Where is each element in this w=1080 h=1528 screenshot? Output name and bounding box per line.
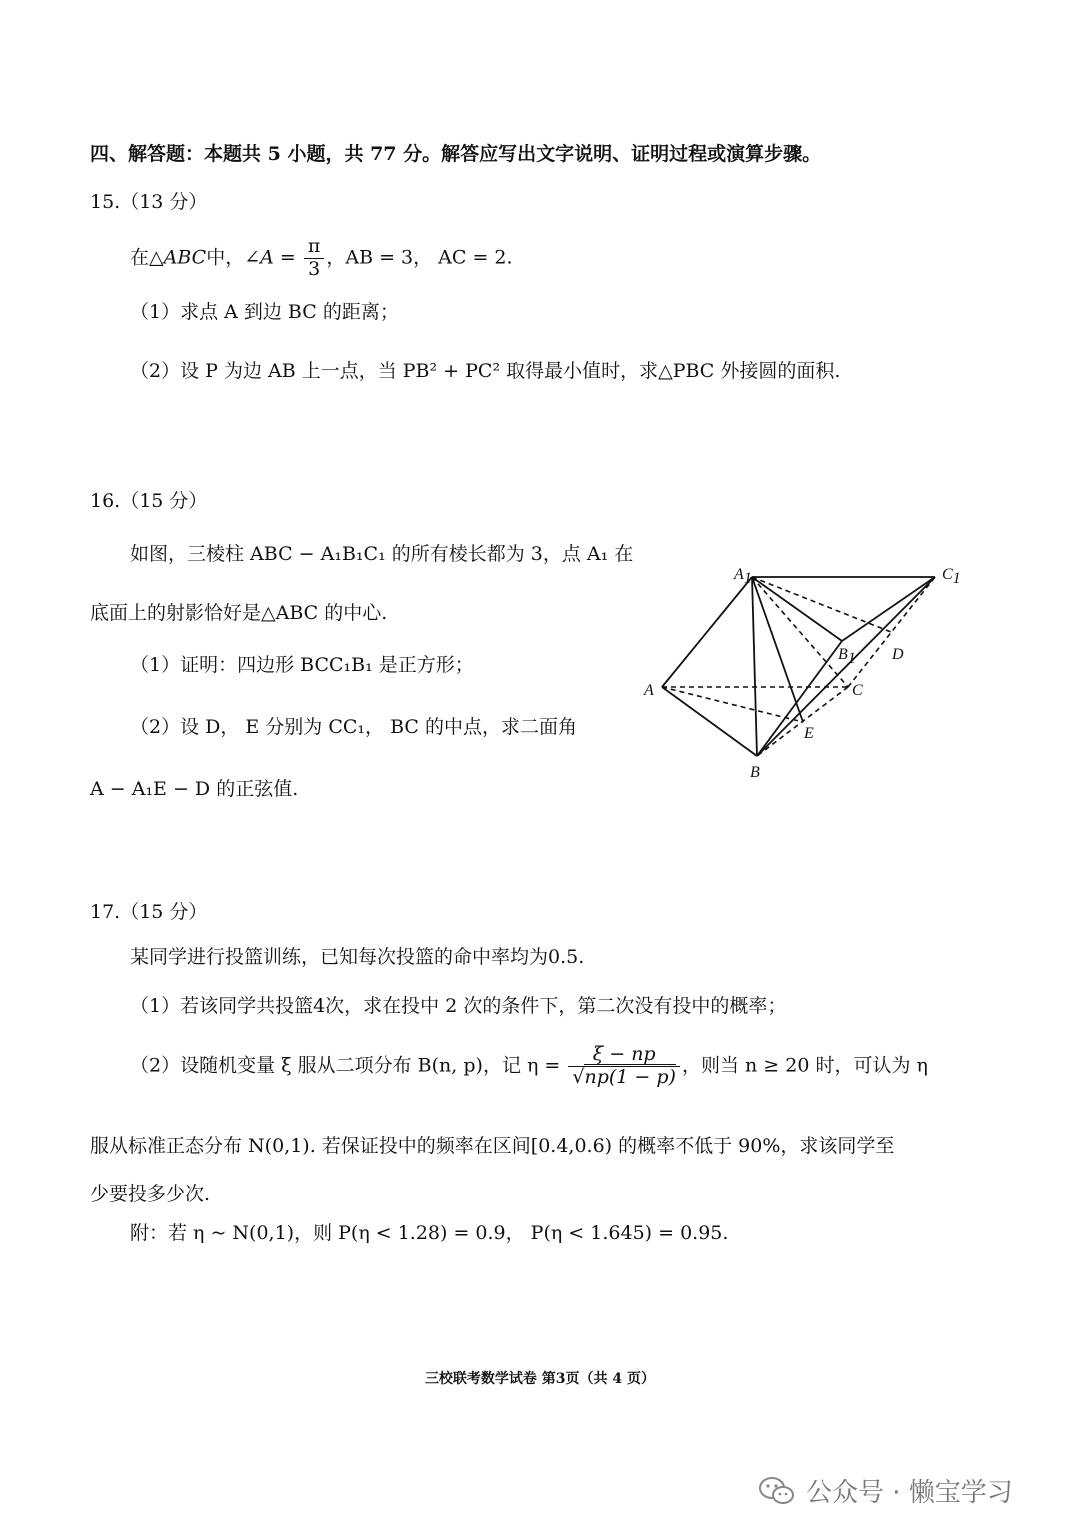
- prism-figure: [630, 555, 980, 795]
- wechat-icon: [758, 1476, 796, 1506]
- edge-A1B: [752, 577, 757, 756]
- q17-part2-prefix: （2）设随机变量 ξ 服从二项分布 B(n, p)，记 η =: [130, 1054, 567, 1077]
- edge-A1E: [752, 577, 803, 722]
- q15-angle-var: A: [260, 246, 274, 269]
- q17-frac-den: √np(1 − p): [572, 1065, 676, 1088]
- edge-AE-hidden: [662, 687, 803, 722]
- q15-part1: （1）求点 A 到边 BC 的距离；: [130, 301, 399, 323]
- label-A1: A1: [734, 566, 752, 587]
- page-footer: 三校联考数学试卷 第3页（共 4 页）: [424, 1371, 656, 1387]
- label-E: E: [804, 725, 814, 742]
- watermark: [758, 1472, 1013, 1509]
- watermark-text: 公众号 · 懒宝学习: [806, 1478, 1013, 1508]
- q16-part2: （2）设 D， E 分别为 CC₁， BC 的中点，求二面角: [130, 716, 577, 738]
- q15-number: 15.（13 分）: [90, 191, 208, 213]
- edge-CB-hidden: [757, 687, 848, 756]
- q17-line4: 少要投多少次.: [90, 1183, 211, 1205]
- q17-fraction: [568, 1044, 680, 1089]
- edge-CC1-hidden: [848, 577, 935, 687]
- q15-stem-prefix: 在△: [130, 246, 164, 269]
- q17-note: 附：若 η ~ N(0,1)，则 P(η < 1.28) = 0.9， P(η < 1.645) = 0.95.: [130, 1222, 729, 1244]
- q17-number: 17.（15 分）: [90, 901, 208, 923]
- q16-line-last: A − A₁E − D 的正弦值.: [90, 778, 299, 800]
- q17-part2-suffix: ，则当 n ≥ 20 时，可认为 η: [681, 1054, 928, 1077]
- label-B: B: [750, 764, 760, 781]
- q17-line3: 服从标准正态分布 N(0,1). 若保证投中的频率在区间[0.4,0.6) 的概率不低于 90%，求该同学至: [90, 1135, 895, 1157]
- q15-part2: （2）设 P 为边 AB 上一点，当 PB² + PC² 取得最小值时，求△PBC 外接圆的面积.: [130, 360, 841, 382]
- section-heading: 四、解答题：本题共 5 小题，共 77 分。解答应写出文字说明、证明过程或演算步骤。: [90, 143, 822, 165]
- edge-B1B: [757, 641, 842, 756]
- q15-stem-mid: 中，∠: [206, 246, 261, 269]
- q15-fraction: [304, 236, 325, 281]
- q16-line1: 如图，三棱柱 ABC − A₁B₁C₁ 的所有棱长都为 3，点 A₁ 在: [130, 543, 634, 565]
- q15-frac-den: 3: [308, 257, 321, 280]
- q15-stem: [130, 236, 513, 281]
- edge-A1D-hidden: [752, 577, 891, 632]
- q17-part2: [130, 1044, 928, 1089]
- q15-eq: =: [273, 246, 302, 269]
- edge-A1B1: [752, 577, 842, 641]
- q15-stem-suffix: ，AB = 3， AC = 2.: [326, 246, 513, 269]
- label-C1: C1: [942, 566, 961, 587]
- label-A: A: [644, 682, 654, 699]
- edge-AB: [662, 687, 757, 756]
- label-D: D: [892, 646, 904, 663]
- label-C: C: [852, 682, 863, 699]
- q17-part1: （1）若该同学共投篮4次，求在投中 2 次的条件下，第二次没有投中的概率；: [130, 995, 787, 1017]
- q15-triangle-name: ABC: [163, 246, 207, 269]
- edge-A1C-hidden: [752, 577, 848, 687]
- q16-number: 16.（15 分）: [90, 490, 208, 512]
- q17-line1: 某同学进行投篮训练，已知每次投篮的命中率均为0.5.: [130, 946, 585, 968]
- q16-line2: 底面上的射影恰好是△ABC 的中心.: [90, 602, 388, 624]
- q15-frac-num: π: [304, 236, 325, 259]
- edge-A1A: [662, 577, 752, 687]
- q16-part1: （1）证明：四边形 BCC₁B₁ 是正方形；: [130, 654, 474, 676]
- q17-frac-den-radicand: np(1 − p): [584, 1065, 676, 1088]
- q17-frac-num: ξ − np: [568, 1044, 680, 1067]
- label-B1: B1: [838, 646, 856, 667]
